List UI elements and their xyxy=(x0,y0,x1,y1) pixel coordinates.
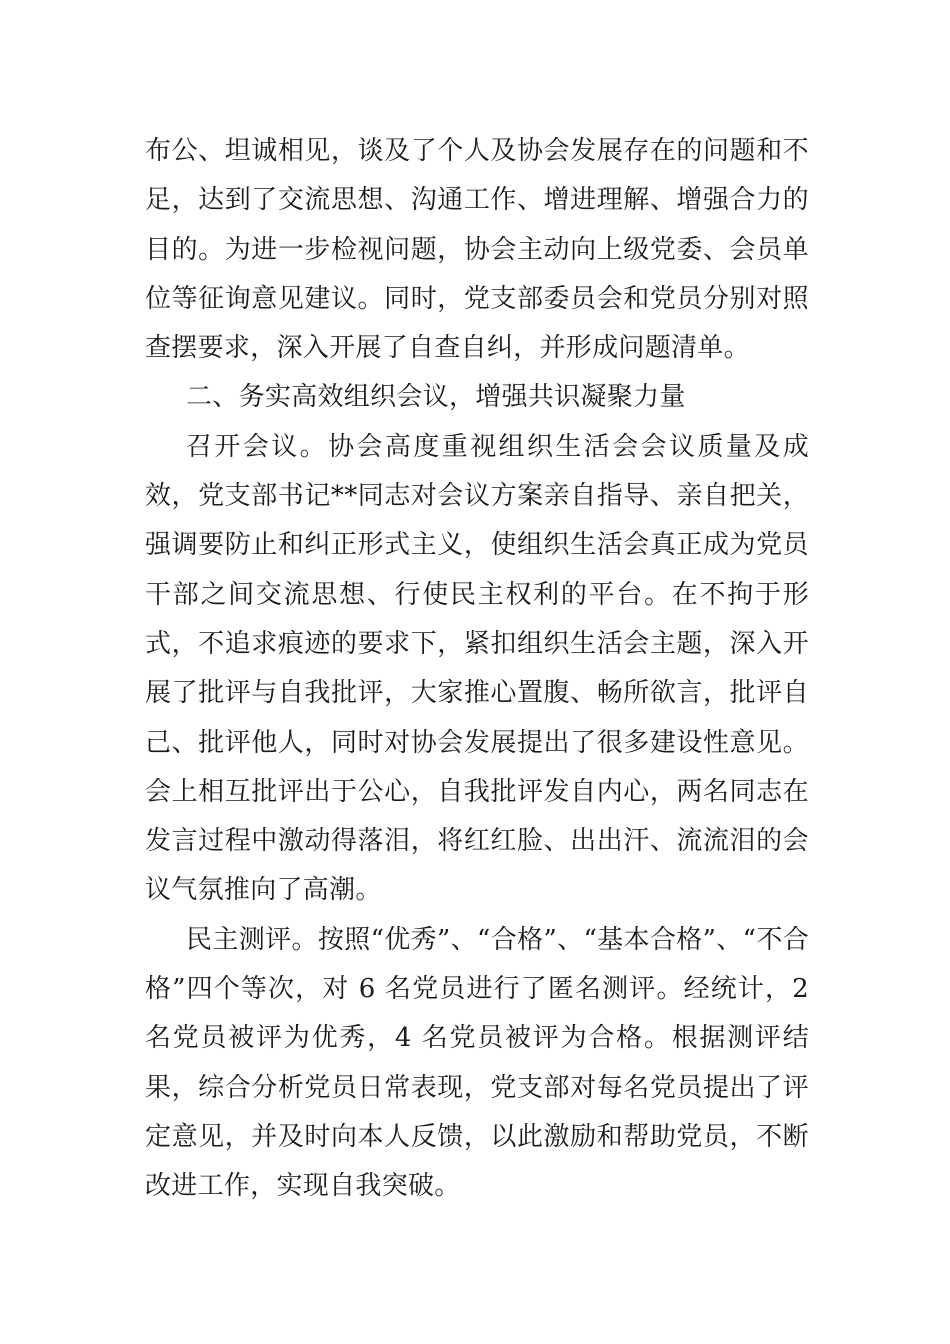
paragraph-continuation: 布公、坦诚相见，谈及了个人及协会发展存在的问题和不足，达到了交流思想、沟通工作、增进理解、增强合力的目的。为进一步检视问题，协会主动向上级党委、会员单位等征询意见建议。同时，党支部委员会和党员分别对照查摆要求，深入开展了自查自纠，并形成问题清单。 xyxy=(145,136,809,364)
paragraph-meeting: 召开会议。协会高度重视组织生活会会议质量及成效，党支部书记**同志对会议方案亲自指导、亲自把关，强调要防止和纠正形式主义，使组织生活会真正成为党员干部之间交流思想、行使民主权利的平台。在不拘于形式，不追求痕迹的要求下，紧扣组织生活会主题，深入开展了批评与自我批评，大家推心置腹、畅所欲言，批评自己、批评他人，同时对协会发展提出了很多建设性意见。会上相互批评出于公心，自我批评发自内心，两名同志在发言过程中激动得落泪，将红红脸、出出汗、流流泪的会议气氛推向了高潮。 xyxy=(145,431,809,906)
document-body xyxy=(145,127,809,1212)
paragraph-evaluation: 民主测评。按照“优秀”、“合格”、“基本合格”、“不合格”四个等次，对 6 名党员进行了匿名测评。经统计，2 名党员被评为优秀，4 名党员被评为合格。根据测评结果，综合分析党员日常表现，党支部对每名党员提出了评定意见，并及时向本人反馈，以此激励和帮助党员，不断改进工作，实现自我突破。 xyxy=(145,924,809,1202)
section-heading: 二、务实高效组织会议，增强共识凝聚力量 xyxy=(186,382,686,413)
